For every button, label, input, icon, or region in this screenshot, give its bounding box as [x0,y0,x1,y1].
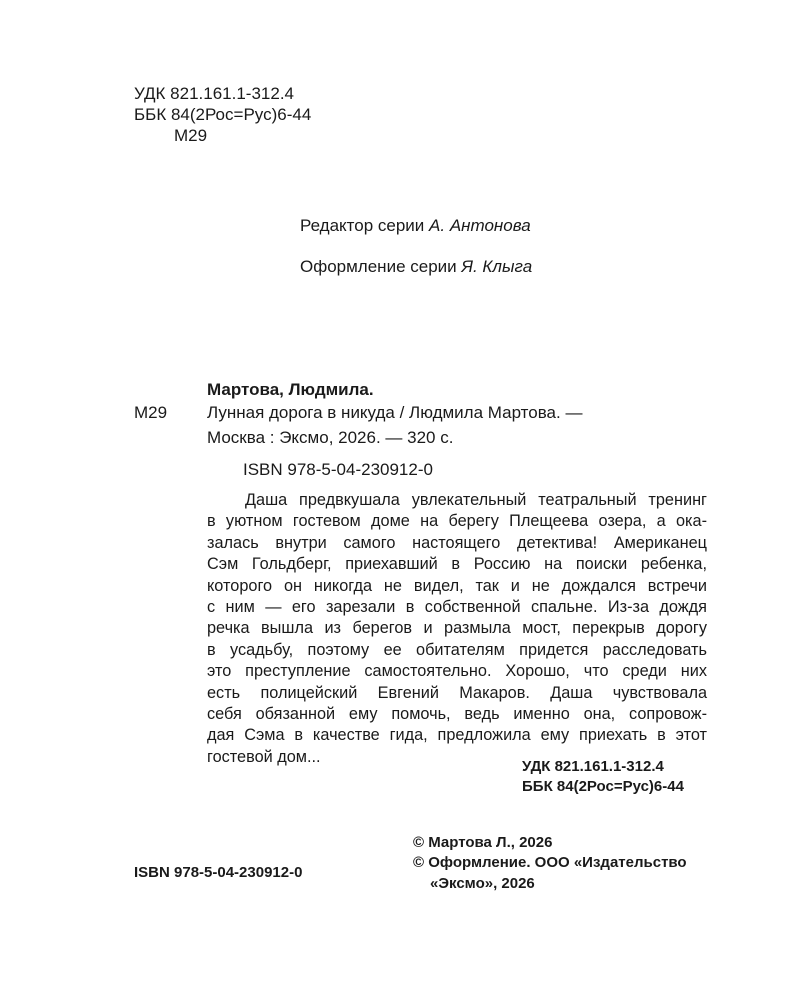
bbk-code: ББК 84(2Рос=Рус)6-44 [134,105,312,124]
bottom-isbn: ISBN 978-5-04-230912-0 [134,864,303,881]
copyright-design: © Оформление. ООО «Издательство [413,854,687,871]
series-design-label: Оформление серии [300,257,462,276]
catalog-author: Мартова, Людмила. [207,380,374,399]
author-mark: М29 [174,126,208,145]
annotation-line: Даша предвкушала увлекательный театральный тренинг [245,491,707,509]
series-design [300,257,532,277]
catalog-mark: М29 [134,403,168,422]
annotation-line: в уютном гостевом доме на берегу Плещеева озера, а ока- [207,512,707,531]
series-design-name: Я. Клыга [461,257,533,276]
annotation-line: гостевой дом... [207,747,321,766]
annotation-line: Сэм Гольдберг, приехавший в Россию на поиски ребенка, [207,555,707,574]
annotation-line: это преступление самостоятельно. Хорошо, что среди них [207,662,707,681]
annotation-line: которого он никогда не видел, так и не дождался встречи [207,576,707,595]
series-editor [300,216,531,236]
bottom-udk: УДК 821.161.1-312.4 [522,758,664,775]
annotation-line: с ним — его зарезали в собственной спальне. Из-за дождя [207,598,707,616]
annotation-line: дая Сэма в качестве гида, предложила ему приехать в этот [207,726,707,745]
bottom-bbk: ББК 84(2Рос=Рус)6-44 [522,778,684,795]
series-editor-name: А. Антонова [429,216,531,235]
annotation-line: залась внутри самого настоящего детектива! Американец [207,533,707,552]
annotation-line: в усадьбу, поэтому ее обитателям придется расследовать [207,640,707,659]
annotation-line: речка вышла из берегов и размыла мост, перекрыв дорогу [207,619,707,638]
catalog-isbn: ISBN 978-5-04-230912-0 [243,460,433,479]
annotation-line: есть полицейский Евгений Макаров. Даша чувствовала [207,683,707,702]
catalog-title: Лунная дорога в никуда / Людмила Мартова. — [207,403,583,422]
catalog-publisher: Москва : Эксмо, 2026. — 320 с. [207,428,454,447]
udk-code: УДК 821.161.1-312.4 [134,84,295,103]
series-editor-label: Редактор серии [300,216,430,235]
copyright-author: © Мартова Л., 2026 [413,834,553,851]
annotation-line: себя обязанной ему помочь, ведь именно она, сопровож- [207,705,707,723]
copyright-design-cont: «Эксмо», 2026 [430,875,535,892]
